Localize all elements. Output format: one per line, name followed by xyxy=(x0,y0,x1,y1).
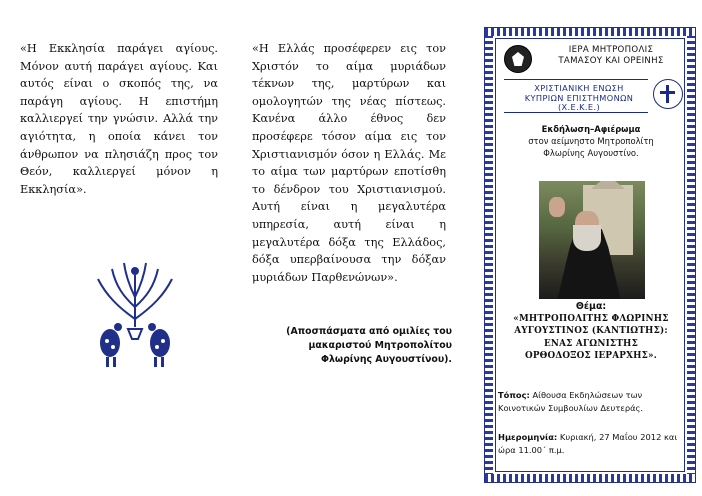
event-invitation-inner xyxy=(495,38,685,472)
union-line-1: ΧΡΙΣΤΙΑΝΙΚΗ ΕΝΩΣΗ xyxy=(534,83,624,93)
event-title: Εκδήλωση–Αφιέρωμα xyxy=(541,124,641,134)
union-rule-bottom xyxy=(504,112,648,113)
union-abbreviation: (Χ.Ε.Κ.Ε.) xyxy=(557,102,601,113)
event-description xyxy=(498,123,684,159)
event-line-2: στον αείμνηστο Μητροπολίτη xyxy=(528,136,654,146)
photo-beard xyxy=(573,225,601,251)
place-label: Τόπος: xyxy=(498,390,530,400)
metropolis-line-2: ΤΑΜΑΣΟΥ ΚΑΙ ΟΡΕΙΝΗΣ xyxy=(558,56,664,66)
cross-seal-icon xyxy=(653,79,683,109)
theme-line-1: «ΜΗΤΡΟΠΟΛΙΤΗΣ ΦΛΩΡΙΝΗΣ xyxy=(513,314,669,324)
union-rule-top xyxy=(504,79,648,80)
event-date xyxy=(498,431,684,457)
union-line-2: ΚΥΠΡΙΩΝ ΕΠΙΣΤΗΜΟΝΩΝ xyxy=(524,92,634,103)
event-line-3: Φλωρίνης Αυγουστίνο. xyxy=(543,148,639,158)
theme-title xyxy=(498,313,684,363)
metropolitan-portrait-photo xyxy=(539,181,645,299)
metropolis-seal-icon xyxy=(504,45,532,73)
date-text: Κυριακή, 27 Μαΐου 2012 και ώρα 11.00΄ π.μ. xyxy=(498,432,678,455)
theme-label: Θέμα: xyxy=(575,301,607,312)
theme-line-3: ΕΝΑΣ ΑΓΩΝΙΣΤΗΣ xyxy=(543,338,638,349)
photo-raised-hand xyxy=(549,197,565,217)
metropolis-title xyxy=(536,45,686,67)
quote-source-note: (Αποσπάσματα από ομιλίες του μακαριστού Μητροπολίτου Φλωρίνης Αυγουστίνου). xyxy=(286,326,452,365)
peacock-tree-emblem-icon xyxy=(88,257,182,369)
metropolis-line-1: ΙΕΡΑ ΜΗΤΡΟΠΟΛΙΣ xyxy=(568,45,654,55)
quote-greece-martyrs: «Η Ελλάς προσέφερεν εις τον Χριστόν το αίμα μυριάδων τέκνων της, μαρτύρων και ομολογητών της νέας πίστεως. Κανένα άλλο έθνος δεν προσέφερε τόσον αίμα εις τον Χριστιανισμόν όσον η Ελλάς. Με το αίμα των μαρτύρων εποτίσθη το δένδρον του Χριστιανισμού. Αυτή είναι η μεγαλυτέρα υπηρεσία, αυτή είναι η μεγαλυτέρα δόξα της Ελλάδος, δόξα υπερβαίνουσα την δόξαν μυριάδων Παρθενώνων». xyxy=(252,42,446,284)
date-label: Ημερομηνία: xyxy=(498,432,558,442)
event-place xyxy=(498,389,684,415)
theme-line-4: ΟΡΘΟΔΟΞΟΣ ΙΕΡΑΡΧΗΣ». xyxy=(524,351,658,362)
theme-line-2: ΑΥΓΟΥΣΤΙΝΟΣ (ΚΑΝΤΙΩΤΗΣ): xyxy=(514,326,668,337)
place-text: Αίθουσα Εκδηλώσεων των Κοινοτικών Συμβουλίων Δευτεράς. xyxy=(498,390,644,413)
union-title xyxy=(504,84,654,113)
event-invitation-panel xyxy=(484,27,696,483)
quote-holiness: «Η Εκκλησία παράγει αγίους. Μόνον αυτή παράγει αγίους. Και αυτός είναι ο σκοπός της, να παράγη αγίους. Η επιστήμη καλλιεργεί την γνώσιν. Αλλά την αγιότητα, η οποία κάνει τον άνθρωπον να πλησιάζη προς τον Θεόν, καλλιεργεί μόνον η Εκκλησία». xyxy=(20,42,218,196)
